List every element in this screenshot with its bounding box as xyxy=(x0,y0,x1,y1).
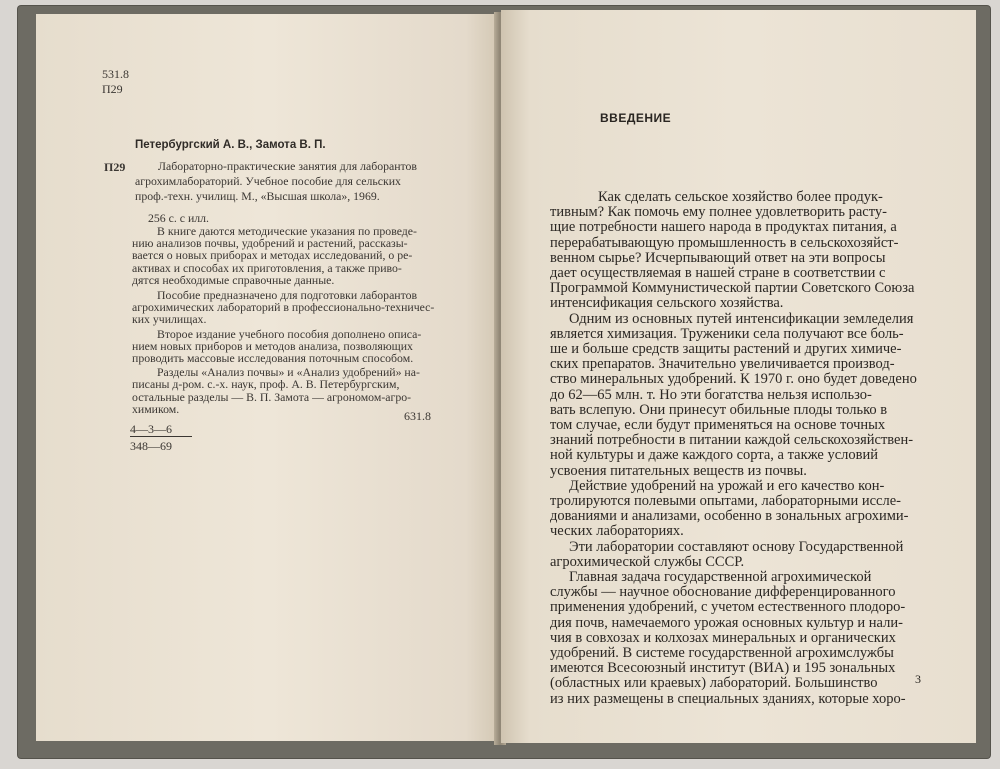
annotation-line: остальные разделы — В. П. Замота — агрономом-агро- xyxy=(132,389,412,404)
body-line: чия в совхозах и колхозах минеральных и органических xyxy=(550,629,896,646)
udc-code-top: 531.8 xyxy=(102,67,129,81)
page-number: 3 xyxy=(915,672,921,686)
pages-info: 256 с. с илл. xyxy=(148,211,210,225)
body-line: ство минеральных удобрений. К 1970 г. оно будет доведено xyxy=(550,371,917,388)
body-line: является химизация. Труженики села получают все боль- xyxy=(550,325,904,342)
annotation-line: нием новых приборов и методов анализа, позволяющих xyxy=(132,338,413,353)
body-line: тивным? Как помочь ему полнее удовлетворить расту- xyxy=(550,204,887,221)
body-line: ческих лабораториях. xyxy=(550,523,684,540)
body-line: перерабатывающую промышленность в сельскохозяйст- xyxy=(550,234,899,251)
annotation-line: писаны д-ром. с.-х. наук, проф. А. В. Петербургским, xyxy=(132,377,400,392)
library-code-top: П29 xyxy=(102,82,123,96)
annotation-line: вается о новых приборах и методах исследований, о ре- xyxy=(132,248,413,263)
library-code-entry: П29 xyxy=(104,160,126,174)
annotation-line: проводить массовые исследования поточным способом. xyxy=(132,351,414,365)
entry-line: агрохимлабораторий. Учебное пособие для сельских xyxy=(135,174,401,188)
book-authors: Петербургский А. В., Замота В. П. xyxy=(135,139,326,151)
body-line: Как сделать сельское хозяйство более продук- xyxy=(598,189,883,205)
body-line: ной культуры и даже каждого сорта, а также условий xyxy=(550,447,879,464)
fraction-bottom: 348—69 xyxy=(130,439,172,453)
annotation-line: химиком. xyxy=(132,401,180,416)
annotation-line: В книге даются методические указания по проведе- xyxy=(157,224,417,238)
annotation-line: агрохимических лабораторий в профессионально-техничес- xyxy=(132,300,435,315)
body-line: дия почв, намечаемого урожая основных культур и нали- xyxy=(550,614,903,631)
body-line: Эти лаборатории составляют основу Государственной xyxy=(569,538,904,555)
right-page xyxy=(501,10,976,743)
body-line: усвоения питательных веществ из почвы. xyxy=(550,462,807,479)
body-line: Действие удобрений на урожай и его качество кон- xyxy=(569,477,885,494)
annotation-line: нию анализов почвы, удобрений и растений, рассказы- xyxy=(132,236,408,251)
left-page xyxy=(36,14,498,741)
udc-code-bottom: 631.8 xyxy=(404,409,431,423)
body-line: агрохимической службы СССР. xyxy=(550,553,745,570)
body-line: службы — научное обоснование дифференцированного xyxy=(550,584,896,601)
body-line: применения удобрений, с учетом естественного плодоро- xyxy=(550,599,906,616)
body-line: знаний потребности в питании каждой сельскохозяйствен- xyxy=(550,432,914,449)
body-line: имеются Всесоюзный институт (ВИА) и 195 зональных xyxy=(550,660,896,677)
body-line: Программой Коммунистической партии Советского Союза xyxy=(550,280,915,297)
body-line: тролируются полевыми опытами, лабораторными иссле- xyxy=(550,493,901,509)
annotation-line: Разделы «Анализ почвы» и «Анализ удобрений» на- xyxy=(157,365,420,380)
entry-line: проф.-техн. училищ. М., «Высшая школа», 1969. xyxy=(135,189,380,203)
entry-line: Лабораторно-практические занятия для лаборантов xyxy=(158,159,418,173)
body-line: из них размещены в специальных зданиях, которые хоро- xyxy=(550,690,906,707)
annotation-line: ких училищах. xyxy=(132,312,207,327)
body-line: Одним из основных путей интенсификации земледелия xyxy=(569,310,914,327)
body-line: венном сырье? Исчерпывающий ответ на эти вопросы xyxy=(550,249,886,266)
body-line: ских препаратов. Значительно увеличивается производ- xyxy=(550,356,895,373)
fraction-rule xyxy=(130,436,192,437)
body-line: до 62—65 млн. т. Но эти богатства нельзя использо- xyxy=(550,386,872,403)
body-line: интенсификация сельского хозяйства. xyxy=(550,295,784,312)
body-line: щие потребности нашего народа в продуктах питания, а xyxy=(550,219,897,236)
fraction-top: 4—3—6 xyxy=(130,422,172,436)
body-line: дованиями и анализами, особенно в зональных агрохими- xyxy=(550,508,909,525)
chapter-heading: ВВЕДЕНИЕ xyxy=(600,111,672,125)
body-line: том случае, если будут применяться на основе точных xyxy=(550,417,886,433)
body-line: (областных или краевых) лабораторий. Большинство xyxy=(550,675,878,692)
annotation-line: Второе издание учебного пособия дополнено описа- xyxy=(157,326,422,341)
body-line: ше и больше средств защиты растений и других химиче- xyxy=(550,341,902,357)
body-line: вать вслепую. Они принесут обильные плоды только в xyxy=(550,401,888,418)
annotation-line: активах и способах их приготовления, а также приво- xyxy=(132,260,402,275)
body-line: Главная задача государственной агрохимической xyxy=(569,569,872,585)
body-line: удобрений. В системе государственной агрохимслужбы xyxy=(550,645,894,661)
annotation-line: дятся необходимые справочные данные. xyxy=(132,272,335,287)
annotation-line: Пособие предназначено для подготовки лаборантов xyxy=(157,288,418,302)
body-line: дает осуществляемая в нашей стране в соответствии с xyxy=(550,265,886,281)
